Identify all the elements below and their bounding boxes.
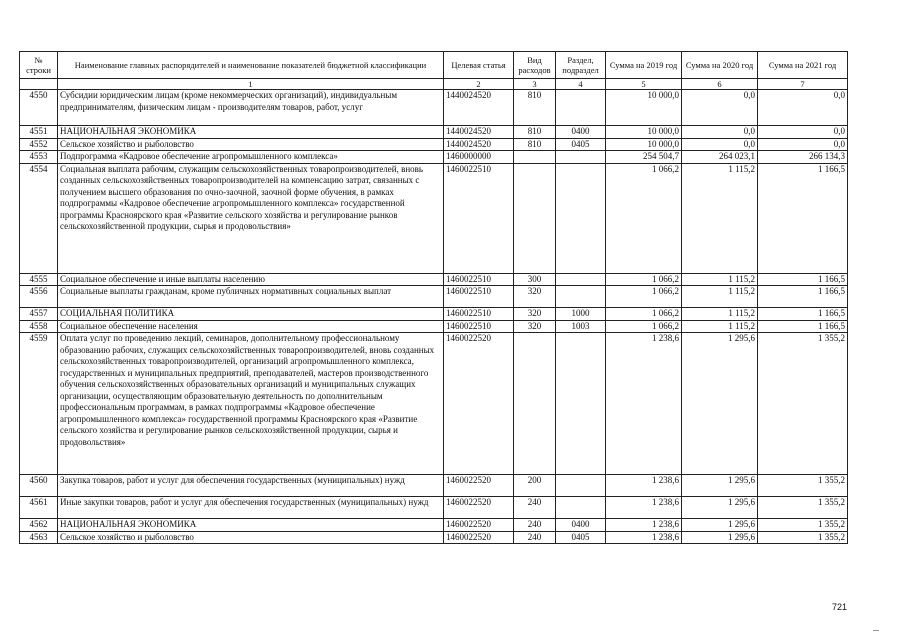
sum-2020-cell: 0,0	[682, 138, 758, 151]
sum-2019-cell: 1 238,6	[606, 497, 682, 519]
sum-2020-cell: 0,0	[682, 90, 758, 126]
section-cell: 0405	[556, 531, 606, 544]
section-cell: 0400	[556, 126, 606, 139]
row-name-cell: Оплата услуг по проведению лекций, семинаров, дополнительному профессиональному образованию рабочих, служащих сельскохозяйственных товаропроизводителей, вновь созданных сельскохозяйственных товаропроизводителей, организаций агропромышленного комплекса, государственных и муниципальных предприятий, преподавателей, мастеров производственного обучения сельскохозяйственных образовательных организаций и муниципальных служащих организации, осуществляющим образовательную деятельность по дополнительным профессиональным программам, в рамках подпрограммы «Кадровое обеспечение агропромышленного комплекса» государственной программы Красноярского края «Развитие сельского хозяйства и регулирование рынков сельскохозяйственной продукции, сырья и продовольствия»	[58, 333, 444, 475]
table-row	[20, 531, 848, 544]
row-number-cell: 4551	[20, 126, 58, 139]
column-index-row	[20, 79, 848, 90]
col-header-sum2019: Сумма на 2019 год	[606, 52, 682, 79]
row-number-cell: 4562	[20, 519, 58, 532]
row-name-cell: Сельское хозяйство и рыболовство	[58, 531, 444, 544]
table-row	[20, 475, 848, 497]
row-name-cell: Закупка товаров, работ и услуг для обеспечения государственных (муниципальных) нужд	[58, 475, 444, 497]
sum-2019-cell: 1 066,2	[606, 286, 682, 308]
column-index: 3	[514, 79, 556, 90]
expense-kind-cell	[514, 151, 556, 164]
sum-2021-cell: 0,0	[758, 90, 848, 126]
row-number-cell: 4559	[20, 333, 58, 475]
table-row	[20, 308, 848, 321]
sum-2019-cell: 1 238,6	[606, 333, 682, 475]
column-index: 5	[606, 79, 682, 90]
section-cell: 1000	[556, 308, 606, 321]
target-article-cell: 1460022510	[444, 286, 514, 308]
sum-2021-cell: 1 355,2	[758, 333, 848, 475]
sum-2020-cell: 1 295,6	[682, 519, 758, 532]
section-cell: 0405	[556, 138, 606, 151]
row-name-cell: Подпрограмма «Кадровое обеспечение агропромышленного комплекса»	[58, 151, 444, 164]
expense-kind-cell: 240	[514, 531, 556, 544]
sum-2021-cell: 1 355,2	[758, 475, 848, 497]
row-number-cell: 4555	[20, 273, 58, 286]
table-row	[20, 320, 848, 333]
page-number: 721	[832, 602, 848, 612]
sum-2021-cell: 1 355,2	[758, 519, 848, 532]
expense-kind-cell: 240	[514, 519, 556, 532]
col-header-target: Целевая статья	[444, 52, 514, 79]
col-header-kind: Вид расходов	[514, 52, 556, 79]
target-article-cell: 1460022520	[444, 519, 514, 532]
table-row	[20, 286, 848, 308]
column-index: 2	[444, 79, 514, 90]
section-cell	[556, 151, 606, 164]
sum-2021-cell: 1 166,5	[758, 320, 848, 333]
sum-2021-cell: 1 166,5	[758, 286, 848, 308]
target-article-cell: 1460022510	[444, 308, 514, 321]
col-header-section: Раздел, подраздел	[556, 52, 606, 79]
row-number-cell: 4560	[20, 475, 58, 497]
expense-kind-cell	[514, 333, 556, 475]
sum-2020-cell: 1 115,2	[682, 308, 758, 321]
sum-2020-cell: 1 295,6	[682, 497, 758, 519]
expense-kind-cell: 200	[514, 475, 556, 497]
sum-2020-cell: 264 023,1	[682, 151, 758, 164]
expense-kind-cell: 320	[514, 286, 556, 308]
expense-kind-cell: 240	[514, 497, 556, 519]
expense-kind-cell: 300	[514, 273, 556, 286]
target-article-cell: 1460022520	[444, 531, 514, 544]
budget-table	[19, 51, 848, 544]
sum-2021-cell: 1 166,5	[758, 163, 848, 273]
row-number-cell: 4550	[20, 90, 58, 126]
table-row	[20, 497, 848, 519]
column-index	[20, 79, 58, 90]
sum-2021-cell: 1 355,2	[758, 497, 848, 519]
table-row	[20, 519, 848, 532]
expense-kind-cell: 320	[514, 308, 556, 321]
table-row	[20, 273, 848, 286]
sum-2019-cell: 254 504,7	[606, 151, 682, 164]
sum-2019-cell: 1 238,6	[606, 475, 682, 497]
row-number-cell: 4552	[20, 138, 58, 151]
expense-kind-cell: 810	[514, 126, 556, 139]
section-cell	[556, 333, 606, 475]
row-name-cell: Социальные выплаты гражданам, кроме публичных нормативных социальных выплат	[58, 286, 444, 308]
col-header-name: Наименование главных распорядителей и наименование показателей бюджетной классификации	[58, 52, 444, 79]
section-cell	[556, 163, 606, 273]
sum-2019-cell: 10 000,0	[606, 138, 682, 151]
column-index: 6	[682, 79, 758, 90]
row-name-cell: Сельское хозяйство и рыболовство	[58, 138, 444, 151]
target-article-cell: 1460022510	[444, 163, 514, 273]
row-name-cell: СОЦИАЛЬНАЯ ПОЛИТИКА	[58, 308, 444, 321]
sum-2019-cell: 1 066,2	[606, 163, 682, 273]
col-header-sum2021: Сумма на 2021 год	[758, 52, 848, 79]
target-article-cell: 1460022520	[444, 475, 514, 497]
sum-2019-cell: 1 238,6	[606, 531, 682, 544]
row-name-cell: Субсидии юридическим лицам (кроме некоммерческих организаций), индивидуальным предпринимателям, физическим лицам - производителям товаров, работ, услуг	[58, 90, 444, 126]
sum-2021-cell: 1 166,5	[758, 308, 848, 321]
sum-2020-cell: 1 115,2	[682, 163, 758, 273]
row-name-cell: Социальная выплата рабочим, служащим сельскохозяйственных товаропроизводителей, вновь созданных сельскохозяйственных товаропроизводителей на компенсацию затрат, связанных с получением высшего образования по очно-заочной, заочной форме обучения, в рамках подпрограммы «Кадровое обеспечение агропромышленного комплекса» государственной программы Красноярского края «Развитие сельского хозяйства и регулирование рынков сельскохозяйственной продукции, сырья и продовольствия»	[58, 163, 444, 273]
target-article-cell: 1460000000	[444, 151, 514, 164]
sum-2021-cell: 1 355,2	[758, 531, 848, 544]
table-row	[20, 151, 848, 164]
section-cell	[556, 286, 606, 308]
expense-kind-cell	[514, 163, 556, 273]
expense-kind-cell: 320	[514, 320, 556, 333]
table-row	[20, 333, 848, 475]
column-index: 4	[556, 79, 606, 90]
row-number-cell: 4556	[20, 286, 58, 308]
expense-kind-cell: 810	[514, 90, 556, 126]
sum-2020-cell: 1 115,2	[682, 273, 758, 286]
sum-2019-cell: 1 066,2	[606, 320, 682, 333]
sum-2020-cell: 0,0	[682, 126, 758, 139]
table-row	[20, 163, 848, 273]
sum-2019-cell: 1 066,2	[606, 273, 682, 286]
sum-2019-cell: 1 238,6	[606, 519, 682, 532]
target-article-cell: 1440024520	[444, 138, 514, 151]
row-name-cell: Социальное обеспечение и иные выплаты населению	[58, 273, 444, 286]
column-index: 7	[758, 79, 848, 90]
sum-2021-cell: 1 166,5	[758, 273, 848, 286]
col-header-row-no: № строки	[20, 52, 58, 79]
sum-2020-cell: 1 295,6	[682, 475, 758, 497]
scan-mark	[873, 630, 879, 631]
expense-kind-cell: 810	[514, 138, 556, 151]
sum-2020-cell: 1 115,2	[682, 320, 758, 333]
table-row	[20, 90, 848, 126]
sum-2020-cell: 1 295,6	[682, 531, 758, 544]
section-cell	[556, 497, 606, 519]
row-number-cell: 4554	[20, 163, 58, 273]
row-number-cell: 4553	[20, 151, 58, 164]
target-article-cell: 1460022520	[444, 497, 514, 519]
row-name-cell: НАЦИОНАЛЬНАЯ ЭКОНОМИКА	[58, 519, 444, 532]
header-row	[20, 52, 848, 79]
section-cell	[556, 475, 606, 497]
section-cell	[556, 273, 606, 286]
sum-2021-cell: 0,0	[758, 138, 848, 151]
column-index: 1	[58, 79, 444, 90]
section-cell	[556, 90, 606, 126]
row-name-cell: НАЦИОНАЛЬНАЯ ЭКОНОМИКА	[58, 126, 444, 139]
section-cell: 0400	[556, 519, 606, 532]
sum-2019-cell: 10 000,0	[606, 126, 682, 139]
sum-2021-cell: 266 134,3	[758, 151, 848, 164]
target-article-cell: 1440024520	[444, 126, 514, 139]
sum-2020-cell: 1 115,2	[682, 286, 758, 308]
row-number-cell: 4563	[20, 531, 58, 544]
row-name-cell: Иные закупки товаров, работ и услуг для обеспечения государственных (муниципальных) нужд	[58, 497, 444, 519]
table-row	[20, 138, 848, 151]
target-article-cell: 1460022520	[444, 333, 514, 475]
target-article-cell: 1440024520	[444, 90, 514, 126]
row-number-cell: 4557	[20, 308, 58, 321]
table-row	[20, 126, 848, 139]
sum-2021-cell: 0,0	[758, 126, 848, 139]
sum-2019-cell: 1 066,2	[606, 308, 682, 321]
target-article-cell: 1460022510	[444, 273, 514, 286]
section-cell: 1003	[556, 320, 606, 333]
col-header-sum2020: Сумма на 2020 год	[682, 52, 758, 79]
sum-2019-cell: 10 000,0	[606, 90, 682, 126]
sum-2020-cell: 1 295,6	[682, 333, 758, 475]
row-number-cell: 4558	[20, 320, 58, 333]
row-number-cell: 4561	[20, 497, 58, 519]
target-article-cell: 1460022510	[444, 320, 514, 333]
row-name-cell: Социальное обеспечение населения	[58, 320, 444, 333]
